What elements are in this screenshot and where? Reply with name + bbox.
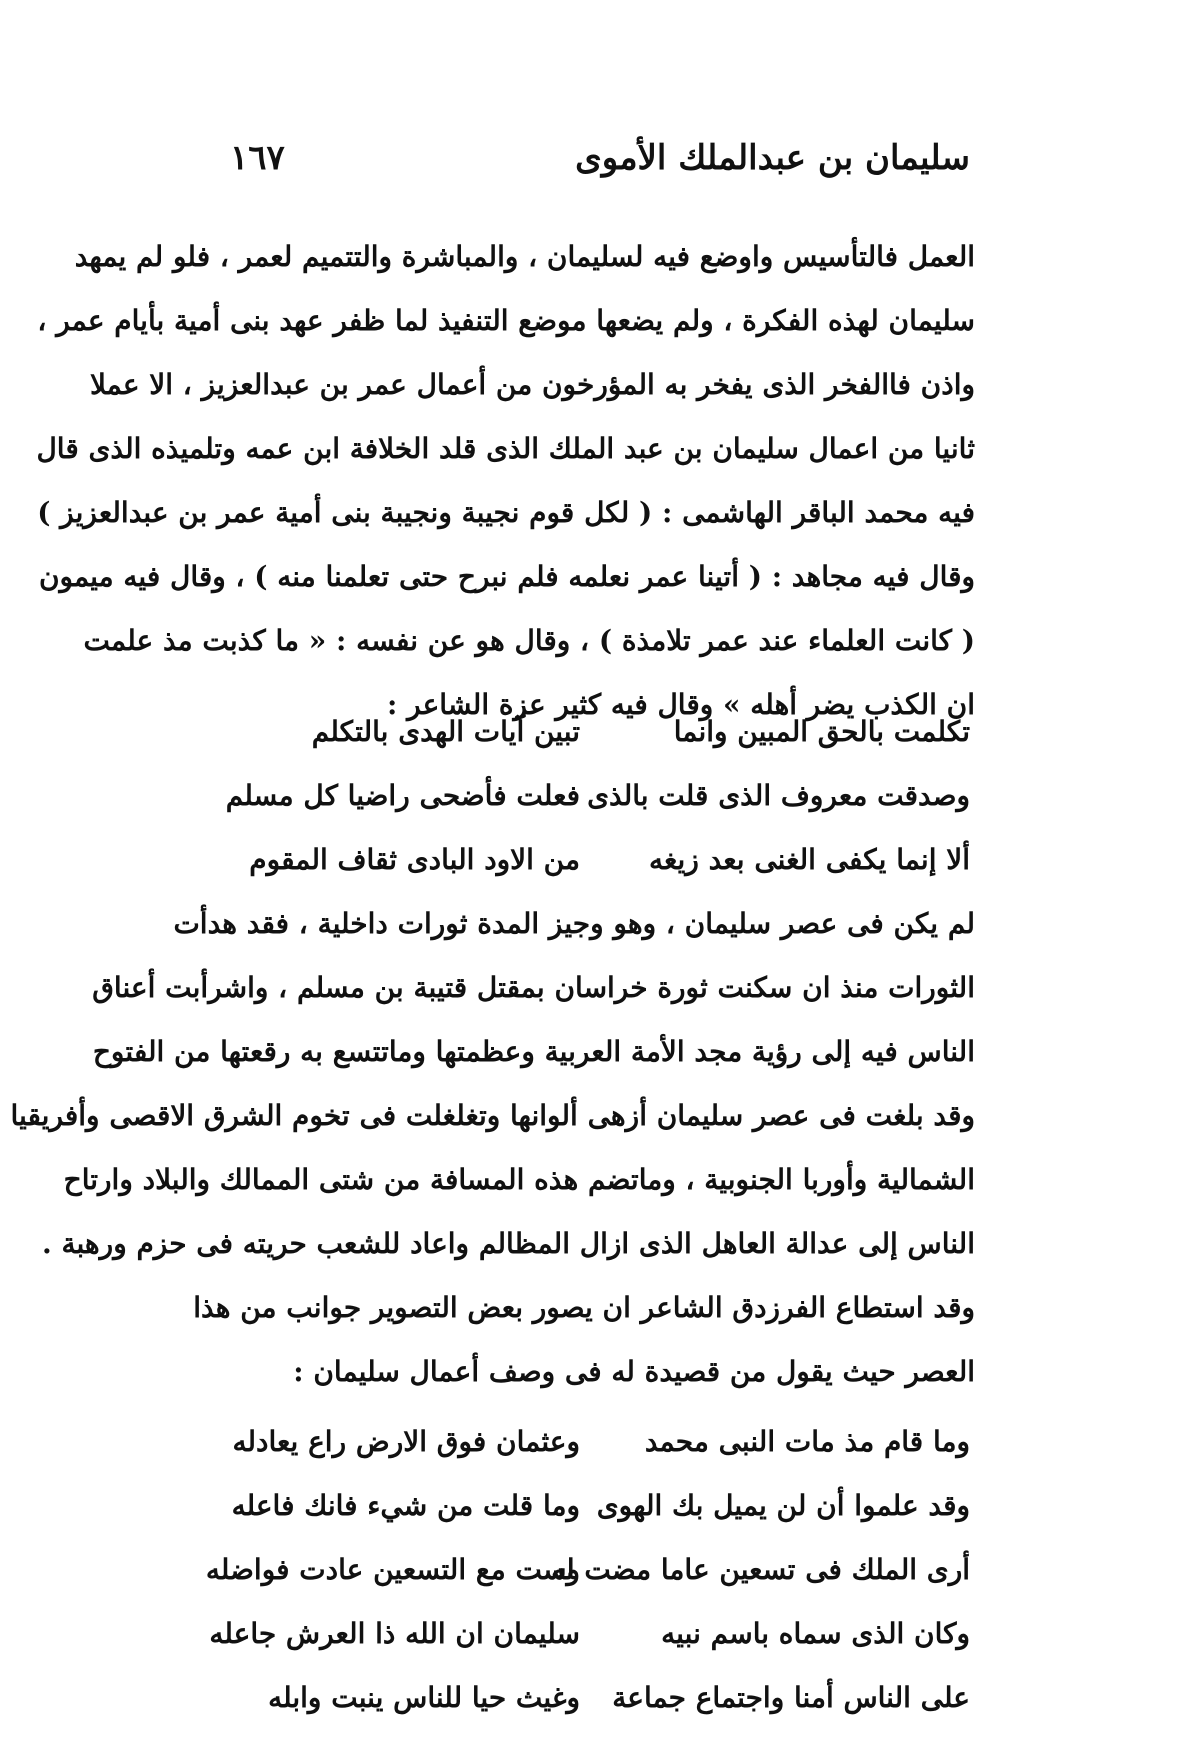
chapter-title: سليمان بن عبدالملك الأموى: [575, 138, 970, 178]
text-line: واذن فاالفخر الذى يفخر به المؤرخون من أعمال عمر بن عبدالعزيز ، الا عملا: [89, 368, 975, 401]
verse-first-hemistich: وكان الذى سماه باسم نبيه: [661, 1617, 970, 1650]
text-line: الناس إلى عدالة العاهل الذى ازال المظالم واعاد للشعب حريته فى حزم ورهبة .: [41, 1227, 975, 1260]
poem-verse: [225, 764, 970, 828]
paragraph-2: [10, 892, 975, 1276]
page-header: [230, 138, 970, 198]
text-line: وقال فيه مجاهد : ( أتينا عمر نعلمه فلم نبرح حتى تعلمنا منه ) ، وقال فيه ميمون: [38, 560, 975, 593]
poem-verse: [240, 1666, 970, 1730]
poem-farazdaq: [205, 1410, 970, 1730]
text-line: وقد استطاع الفرزدق الشاعر ان يصور بعض التصوير جوانب من هذا: [193, 1291, 975, 1324]
poem-kuthayyir: [225, 700, 970, 892]
verse-second-hemistich: من الاود البادى ثقاف المقوم: [249, 843, 580, 876]
text-line: العمل فالتأسيس واوضع فيه لسليمان ، والمباشرة والتتميم لعمر ، فلو لم يمهد: [74, 240, 975, 273]
verse-first-hemistich: وقد علموا أن لن يميل بك الهوى: [596, 1489, 970, 1522]
text-line: ثانيا من اعمال سليمان بن عبد الملك الذى قلد الخلافة ابن عمه وتلميذه الذى قال: [36, 432, 975, 465]
text-line: العصر حيث يقول من قصيدة له فى وصف أعمال سليمان :: [293, 1355, 975, 1388]
verse-second-hemistich: تبين آيات الهدى بالتكلم: [311, 715, 580, 748]
text-line: الثورات منذ ان سكنت ثورة خراسان بمقتل قتيبة بن مسلم ، واشرأبت أعناق: [92, 971, 975, 1004]
poem-verse: [205, 1538, 970, 1602]
paragraph-1: [36, 225, 975, 737]
text-line: ( كانت العلماء عند عمر تلامذة ) ، وقال هو عن نفسه : « ما كذبت مذ علمت: [83, 624, 975, 657]
poem-verse: [232, 1410, 970, 1474]
verse-first-hemistich: على الناس أمنا واجتماع جماعة: [612, 1681, 970, 1714]
page-number: ١٦٧: [230, 138, 285, 178]
verse-first-hemistich: وما قام مذ مات النبى محمد: [644, 1425, 970, 1458]
verse-second-hemistich: وعثمان فوق الارض راع يعادله: [232, 1425, 580, 1458]
text-line: وقد بلغت فى عصر سليمان أزهى ألوانها وتغلغلت فى تخوم الشرق الاقصى وأفريقيا: [10, 1099, 975, 1132]
text-line: الشمالية وأوربا الجنوبية ، وماتضم هذه المسافة من شتى الممالك والبلاد وارتاح: [63, 1163, 975, 1196]
poem-verse: [240, 700, 970, 764]
verse-second-hemistich: سليمان ان الله ذا العرش جاعله: [209, 1617, 580, 1650]
poem-verse: [231, 1474, 970, 1538]
verse-first-hemistich: ألا إنما يكفى الغنى بعد زيغه: [649, 843, 970, 876]
verse-second-hemistich: وما قلت من شيء فانك فاعله: [231, 1489, 580, 1522]
text-line: فيه محمد الباقر الهاشمى : ( لكل قوم نجيبة ونجيبة بنى أمية عمر بن عبدالعزيز ): [37, 496, 975, 529]
paragraph-3: [193, 1276, 975, 1404]
poem-verse: [209, 1602, 970, 1666]
verse-first-hemistich: أرى الملك فى تسعين عاما مضت له: [551, 1553, 970, 1586]
text-line: ان الكذب يضر أهله » وقال فيه كثير عزة الشاعر :: [387, 688, 975, 721]
text-line: سليمان لهذه الفكرة ، ولم يضعها موضع التنفيذ لما ظفر عهد بنى أمية بأيام عمر ،: [37, 304, 975, 337]
verse-second-hemistich: وست مع التسعين عادت فواضله: [205, 1553, 580, 1586]
verse-first-hemistich: وصدقت معروف الذى قلت بالذى: [587, 779, 970, 812]
verse-first-hemistich: تكلمت بالحق المبين وانما: [673, 715, 970, 748]
text-line: الناس فيه إلى رؤية مجد الأمة العربية وعظمتها وماتتسع به رقعتها من الفتوح: [92, 1035, 975, 1068]
verse-second-hemistich: فعلت فأضحى راضيا كل مسلم: [225, 779, 580, 812]
verse-second-hemistich: وغيث حيا للناس ينبت وابله: [268, 1681, 580, 1714]
text-line: لم يكن فى عصر سليمان ، وهو وجيز المدة ثورات داخلية ، فقد هدأت: [173, 907, 975, 940]
poem-verse: [240, 828, 970, 892]
